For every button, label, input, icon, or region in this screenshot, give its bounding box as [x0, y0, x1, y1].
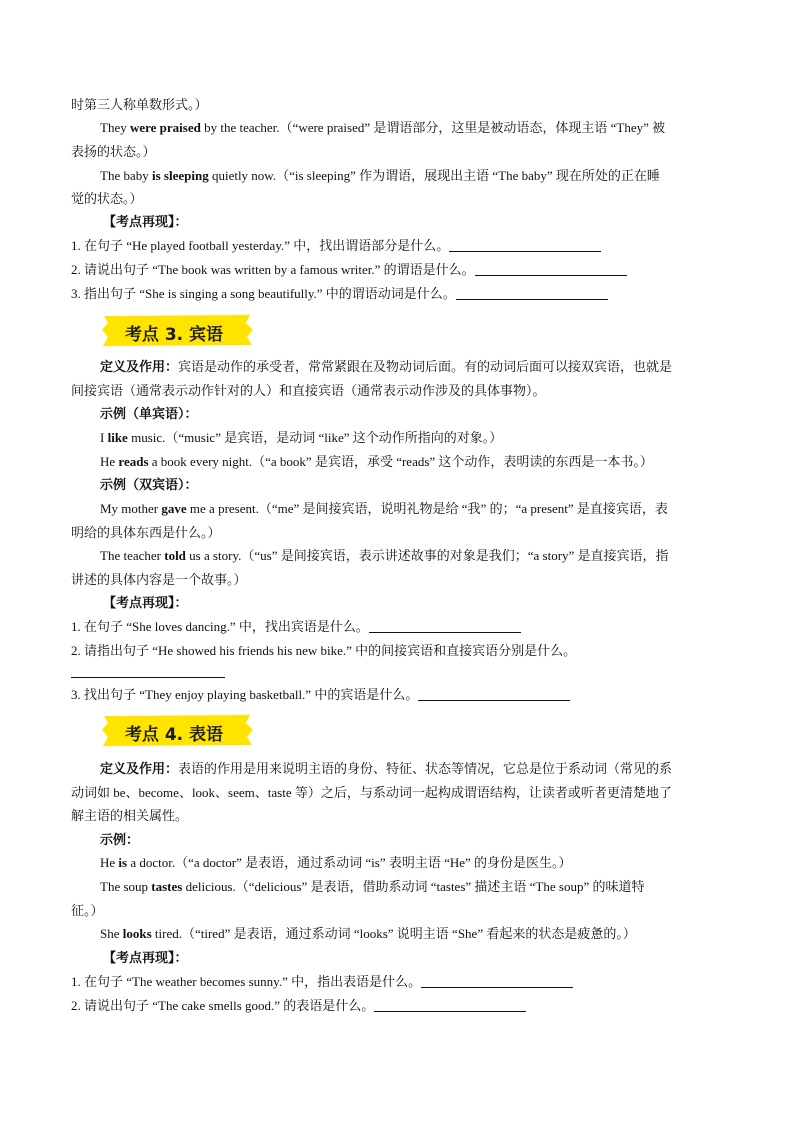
- answer-blank[interactable]: [475, 263, 627, 276]
- example-label: 示例（单宾语）：: [100, 406, 198, 421]
- paragraph-line: 明给的具体东西是什么。）: [71, 525, 221, 540]
- section-banner: [100, 713, 256, 747]
- paragraph-line: 讲述的具体内容是一个故事。）: [71, 572, 247, 587]
- answer-blank[interactable]: [449, 239, 601, 252]
- paragraph-line: 间接宾语（通常表示动作针对的人）和直接宾语（通常表示动作涉及的具体事物）。: [71, 383, 546, 398]
- example-label: 示例：: [100, 832, 140, 847]
- review-heading: 【考点再现】：: [103, 214, 188, 229]
- example-sentence: The soup tastes delicious.（“delicious” 是表语，借助系动词 “tastes” 描述主语 “The soup” 的味道特: [100, 879, 645, 894]
- paragraph-line: 时第三人称单数形式。）: [71, 97, 208, 112]
- exercise-question: 1. 在句子 “She loves dancing.” 中，找出宾语是什么。: [71, 619, 521, 635]
- example-sentence: They were praised by the teacher.（“were praised” 是谓语部分，这里是被动语态，体现主语 “They” 被: [100, 120, 666, 135]
- section-title: 考点 4. 表语: [124, 725, 224, 745]
- example-label: 示例（双宾语）：: [100, 477, 198, 492]
- answer-blank[interactable]: [369, 620, 521, 633]
- answer-blank[interactable]: [418, 688, 570, 701]
- example-sentence: He reads a book every night.（“a book” 是宾语，承受 “reads” 这个动作，表明读的东西是一本书。）: [100, 454, 653, 469]
- review-heading: 【考点再现】：: [103, 595, 188, 610]
- answer-blank[interactable]: [71, 677, 225, 678]
- definition-line: 定义及作用：宾语是动作的承受者，常常紧跟在及物动词后面。有的动词后面可以接双宾语，也就是: [100, 359, 673, 374]
- paragraph-line: 动词如 be、become、look、seem、taste 等）之后，与系动词一起构成谓语结构，让读者或听者更清楚地了: [71, 785, 672, 800]
- example-sentence: I like music.（“music” 是宾语，是动词 “like” 这个动作所指向的对象。）: [100, 430, 503, 445]
- section-title: 考点 3. 宾语: [124, 325, 224, 345]
- exercise-question: 2. 请说出句子 “The cake smells good.” 的表语是什么。: [71, 998, 526, 1014]
- exercise-question: 3. 找出句子 “They enjoy playing basketball.” 中的宾语是什么。: [71, 687, 570, 703]
- exercise-question: 1. 在句子 “He played football yesterday.” 中，找出谓语部分是什么。: [71, 238, 601, 254]
- paragraph-line: 觉的状态。）: [71, 191, 143, 206]
- answer-blank[interactable]: [456, 287, 608, 300]
- answer-blank[interactable]: [374, 999, 526, 1012]
- example-sentence: The baby is sleeping quietly now.（“is sleeping” 作为谓语，展现出主语 “The baby” 现在所处的正在睡: [100, 168, 660, 183]
- example-sentence: She looks tired.（“tired” 是表语，通过系动词 “looks” 说明主语 “She” 看起来的状态是疲惫的。）: [100, 926, 636, 941]
- section-banner: [100, 313, 256, 347]
- paragraph-line: 征。）: [71, 903, 104, 918]
- answer-blank[interactable]: [421, 975, 573, 988]
- paragraph-line: 表扬的状态。）: [71, 144, 156, 159]
- exercise-question: 2. 请指出句子 “He showed his friends his new bike.” 中的间接宾语和直接宾语分别是什么。: [71, 643, 577, 658]
- paragraph-line: 解主语的相关属性。: [71, 808, 189, 823]
- exercise-question: 1. 在句子 “The weather becomes sunny.” 中，指出表语是什么。: [71, 974, 573, 990]
- example-sentence: The teacher told us a story.（“us” 是间接宾语，表示讲述故事的对象是我们；“a story” 是直接宾语，指: [100, 548, 669, 563]
- example-sentence: He is a doctor.（“a doctor” 是表语，通过系动词 “is” 表明主语 “He” 的身份是医生。）: [100, 855, 572, 870]
- review-heading: 【考点再现】：: [103, 950, 188, 965]
- definition-line: 定义及作用：表语的作用是用来说明主语的身份、特征、状态等情况，它总是位于系动词（常见的系: [100, 761, 673, 776]
- example-sentence: My mother gave me a present.（“me” 是间接宾语，说明礼物是给 “我” 的；“a present” 是直接宾语，表: [100, 501, 668, 516]
- exercise-question: 3. 指出句子 “She is singing a song beautifully.” 中的谓语动词是什么。: [71, 286, 608, 302]
- exercise-question: 2. 请说出句子 “The book was written by a famous writer.” 的谓语是什么。: [71, 262, 627, 278]
